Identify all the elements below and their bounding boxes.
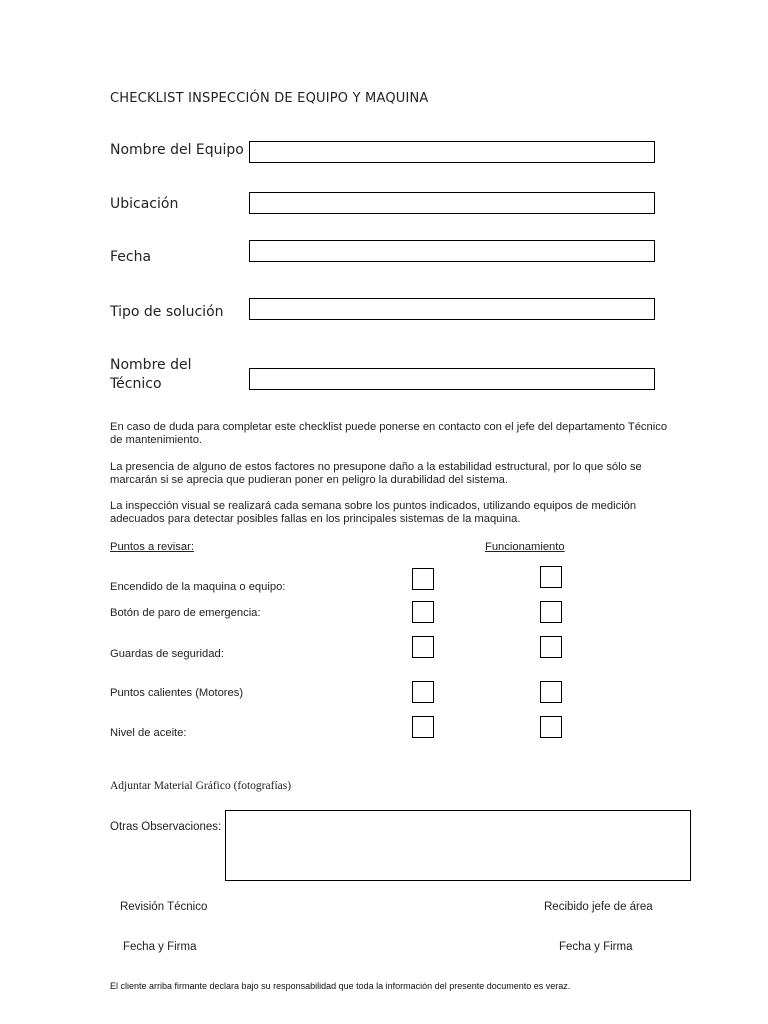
instruction-paragraph-contact: En caso de duda para completar este checklist puede ponerse en contacto con el jefe del departamento Técnico de mantenimiento. [110, 421, 668, 446]
check-item-checkbox-a[interactable] [412, 716, 434, 738]
instruction-paragraph-factors: La presencia de alguno de estos factores no presupone daño a la estabilidad estructural, por lo que sólo se marcarán si se aprecia que pudieran poner en peligro la durabilidad del sistema. [110, 461, 642, 486]
check-item-checkbox-a[interactable] [412, 601, 434, 623]
check-item-label: Puntos calientes (Motores) [110, 687, 244, 699]
check-item-label: Encendido de la maquina o equipo: [110, 581, 286, 593]
observations-field[interactable] [225, 810, 691, 881]
check-item-label: Nivel de aceite: [110, 727, 187, 739]
check-item-checkbox-b[interactable] [540, 716, 562, 738]
signature-left-title: Revisión Técnico [120, 901, 208, 913]
field-label-technician-name: Nombre del Técnico [110, 357, 192, 392]
check-item-label: Guardas de seguridad: [110, 648, 224, 660]
equipment-name-field[interactable] [249, 141, 655, 163]
solution-type-field[interactable] [249, 298, 655, 320]
field-label-equipment-name: Nombre del Equipo [110, 142, 244, 158]
signature-right-title: Recibido jefe de área [544, 901, 653, 913]
check-item-checkbox-b[interactable] [540, 566, 562, 588]
document-title: CHECKLIST INSPECCIÓN DE EQUIPO Y MAQUINA [110, 91, 429, 106]
technician-name-field[interactable] [249, 368, 655, 390]
check-item-checkbox-b[interactable] [540, 601, 562, 623]
check-item-checkbox-a[interactable] [412, 636, 434, 658]
field-label-date: Fecha [110, 249, 152, 265]
function-header: Funcionamiento [485, 541, 565, 553]
field-label-location: Ubicación [110, 196, 179, 212]
signature-left-date-sign: Fecha y Firma [123, 941, 197, 953]
points-header: Puntos a revisar: [110, 541, 194, 553]
location-field[interactable] [249, 192, 655, 214]
check-item-checkbox-b[interactable] [540, 681, 562, 703]
check-item-checkbox-a[interactable] [412, 568, 434, 590]
observations-label: Otras Observaciones: [110, 821, 222, 833]
instruction-paragraph-inspection: La inspección visual se realizará cada semana sobre los puntos indicados, utilizando equipos de medición adecuados para detectar posibles fallas en los principales sistemas de la maquina. [110, 500, 637, 525]
signature-right-date-sign: Fecha y Firma [559, 941, 633, 953]
disclaimer-text: El cliente arriba firmante declara bajo su responsabilidad que toda la información del presente documento es veraz. [110, 981, 571, 991]
check-item-checkbox-b[interactable] [540, 636, 562, 658]
field-label-solution-type: Tipo de solución [110, 304, 224, 320]
attach-photos-note: Adjuntar Material Gráfico (fotografías) [110, 780, 292, 792]
check-item-checkbox-a[interactable] [412, 681, 434, 703]
check-item-label: Botón de paro de emergencia: [110, 607, 261, 619]
date-field[interactable] [249, 240, 655, 262]
